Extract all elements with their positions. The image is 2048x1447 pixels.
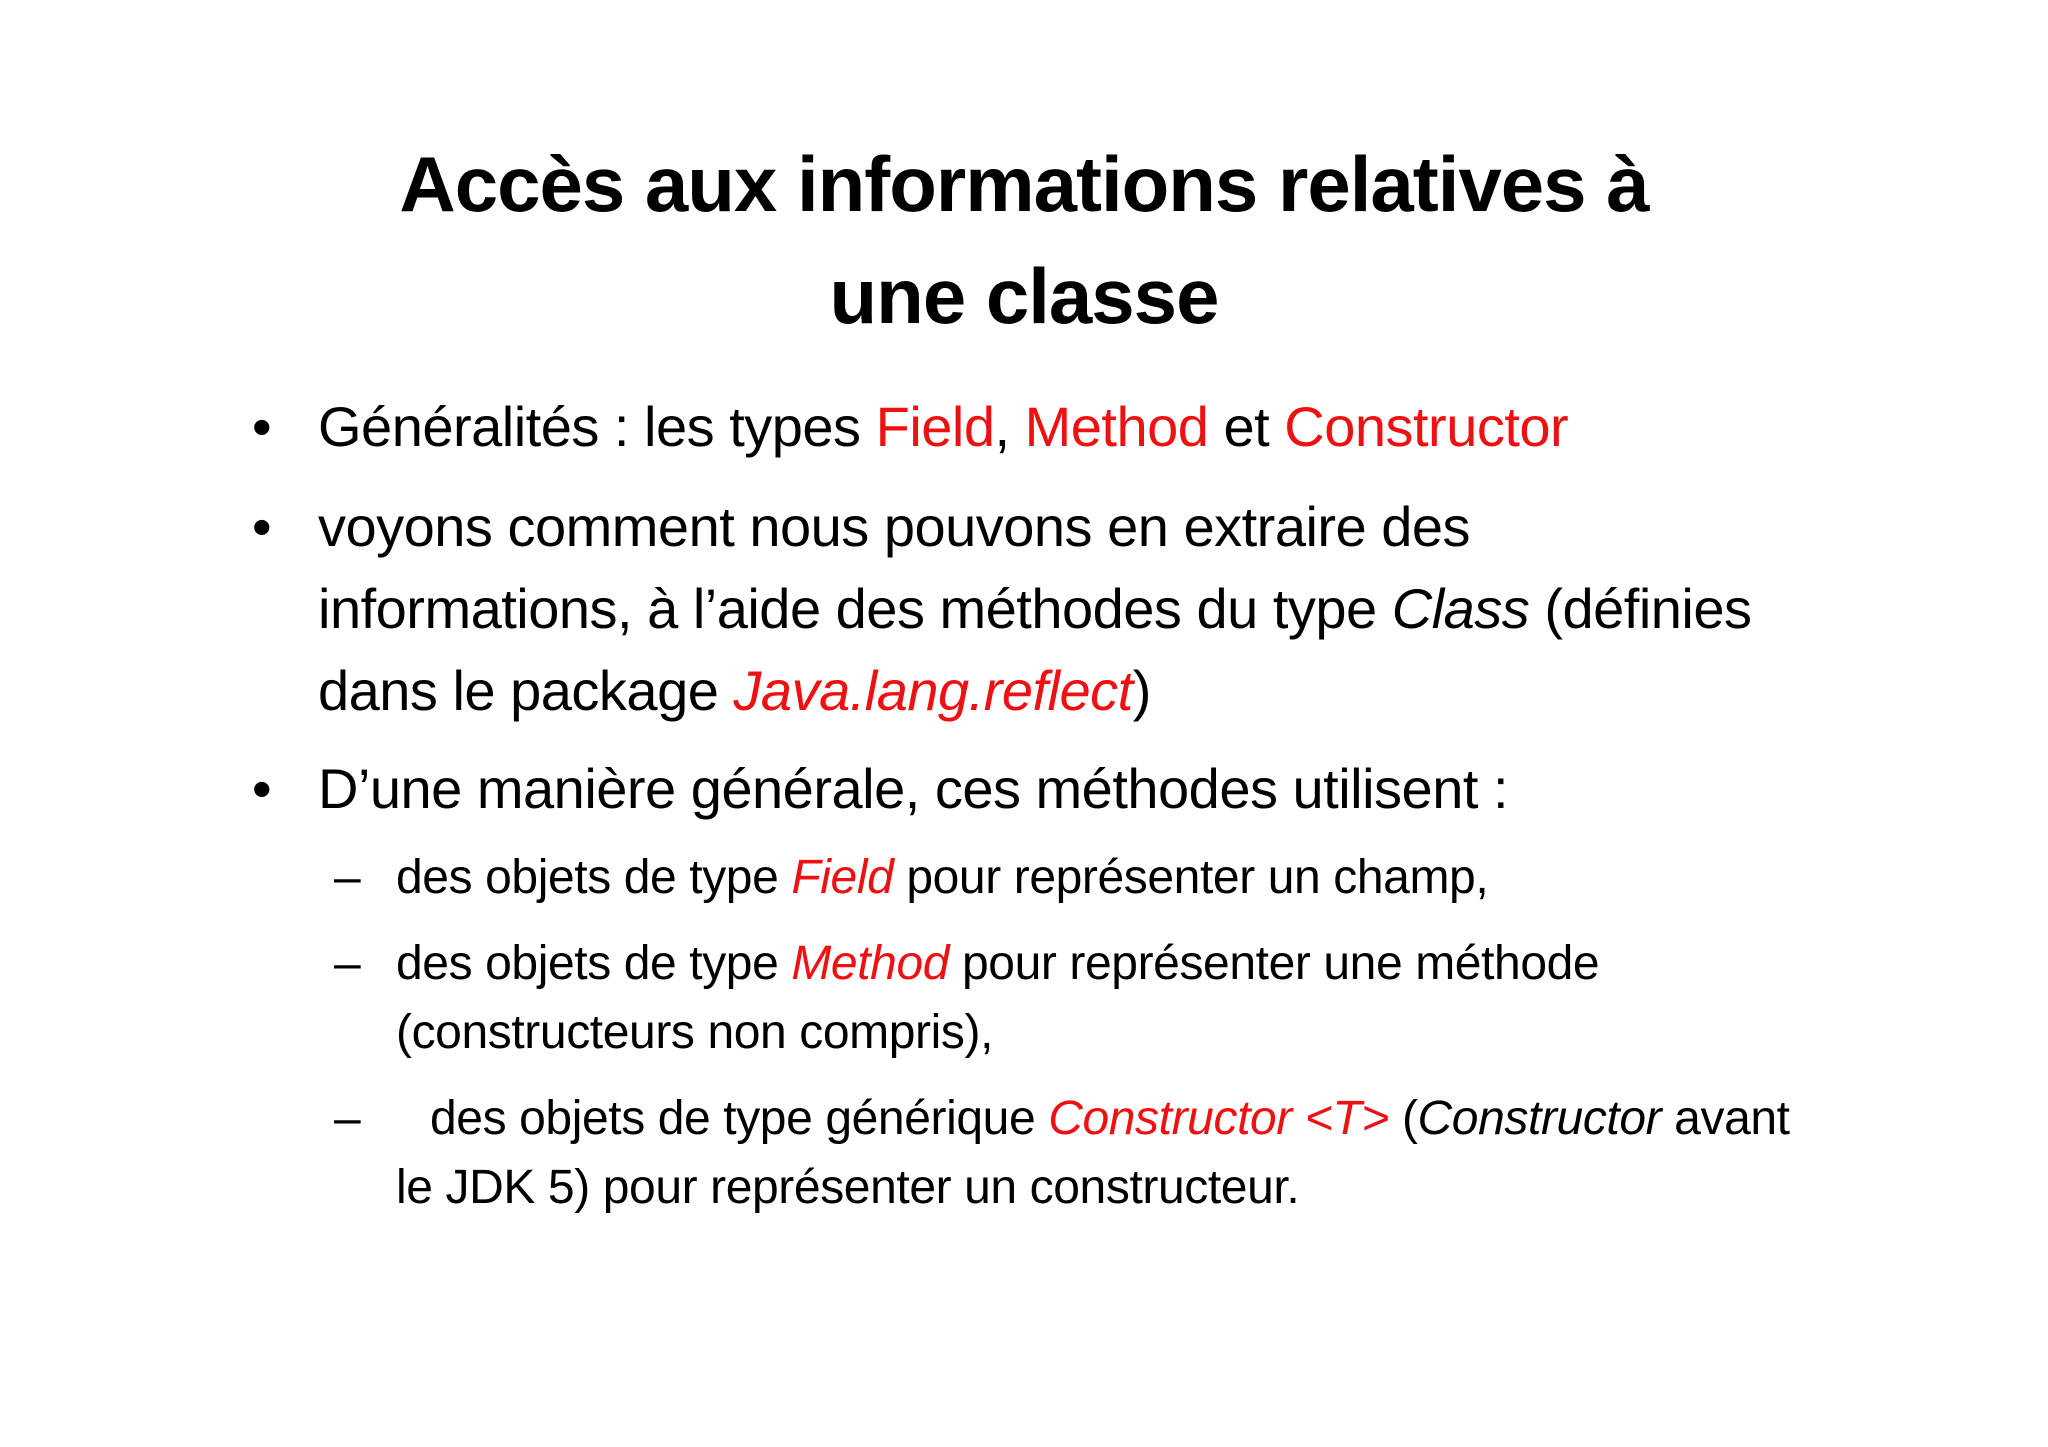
subbullet-text: pour représenter une méthode (constructeurs non compris),	[396, 937, 1600, 1059]
slide-title-line-2: une classe	[829, 252, 1219, 340]
dash-icon: –	[334, 1092, 361, 1145]
bullet-icon: •	[252, 495, 272, 558]
bullet-text: et	[1208, 395, 1285, 458]
slide-title	[0, 128, 2048, 352]
keyword-constructor-generic: Constructor <T>	[1048, 1092, 1390, 1145]
subbullet-item-method	[334, 929, 1836, 1067]
dash-icon: –	[334, 937, 361, 990]
subbullet-item-field	[334, 843, 1836, 912]
keyword-class: Class	[1391, 577, 1530, 640]
subbullet-text: des objets de type	[396, 851, 792, 904]
subbullet-text: avant le JDK 5) pour représenter un constructeur.	[396, 1092, 1790, 1214]
keyword-constructor: Constructor	[1284, 395, 1569, 458]
keyword-method: Method	[791, 937, 950, 990]
bullet-text: )	[1132, 659, 1151, 722]
keyword-field: Field	[791, 851, 894, 904]
keyword-method: Method	[1024, 395, 1209, 458]
bullet-text: Généralités : les types	[318, 395, 876, 458]
subbullet-text: (	[1389, 1092, 1418, 1145]
subbullet-item-constructor	[334, 1084, 1836, 1222]
keyword-field: Field	[875, 395, 995, 458]
bullet-text: D’une manière générale, ces méthodes utilisent :	[318, 757, 1509, 820]
keyword-package: Java.lang.reflect	[733, 659, 1133, 722]
bullet-text: ,	[994, 395, 1025, 458]
dash-icon: –	[334, 851, 361, 904]
bullet-item-voyons	[252, 486, 1788, 732]
bullet-item-generalites	[252, 386, 1788, 468]
bullet-text: voyons comment nous pouvons en extraire des informations, à l’aide des méthodes du type	[318, 495, 1471, 640]
slide-title-line-1: Accès aux informations relatives à	[399, 140, 1649, 228]
keyword-constructor: Constructor	[1417, 1092, 1662, 1145]
subbullet-text: pour représenter un champ,	[893, 851, 1489, 904]
bullet-item-maniere-generale	[252, 748, 1788, 830]
bullet-icon: •	[252, 757, 272, 820]
bullet-text: (définies dans le package	[318, 577, 1752, 722]
subbullet-text: des objets de type	[396, 937, 792, 990]
subbullet-text: des objets de type générique	[430, 1092, 1049, 1145]
bullet-icon: •	[252, 395, 272, 458]
